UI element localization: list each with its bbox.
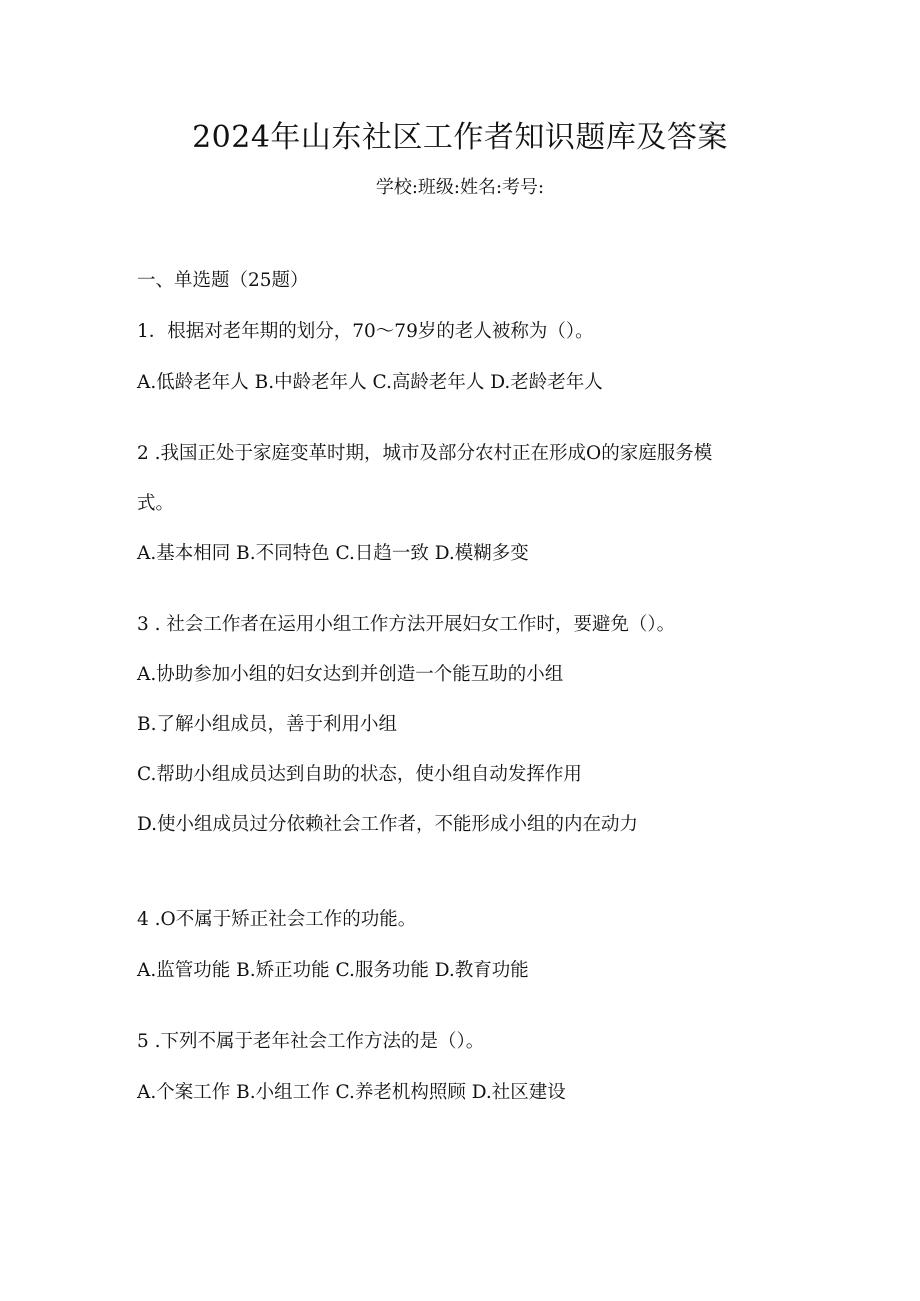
question-5-stem: 5 .下列不属于老年社会工作方法的是（）。 (137, 1031, 485, 1052)
question-4-options: A.监管功能 B.矫正功能 C.服务功能 D.教育功能 (137, 960, 529, 981)
question-1-options: A.低龄老年人 B.中龄老年人 C.高龄老年人 D.老龄老年人 (137, 372, 603, 393)
question-2-stem-continued: 式。 (137, 493, 175, 514)
question-3-option-a: A.协助参加小组的妇女达到并创造一个能互助的小组 (137, 664, 564, 685)
question-3-stem: 3 . 社会工作者在运用小组工作方法开展妇女工作时，要避免（）。 (137, 614, 676, 635)
question-2-options: A.基本相同 B.不同特色 C.日趋一致 D.模糊多变 (137, 543, 529, 564)
question-2-stem: 2 .我国正处于家庭变革时期，城市及部分农村正在形成O的家庭服务模 (137, 443, 713, 464)
section-heading: 一、单选题（25题） (137, 270, 309, 291)
question-3-option-d: D.使小组成员过分依赖社会工作者，不能形成小组的内在动力 (137, 814, 639, 835)
subtitle-text: 学校:班级:姓名:考号: (375, 177, 545, 198)
question-3-option-c: C.帮助小组成员达到自助的状态，使小组自动发挥作用 (137, 764, 582, 785)
question-5-options: A.个案工作 B.小组工作 C.养老机构照顾 D.社区建设 (137, 1082, 566, 1103)
document-title: 2024年山东社区工作者知识题库及答案 (192, 120, 728, 155)
document-subtitle (0, 173, 920, 199)
question-1-stem: 1．根据对老年期的划分，70～79岁的老人被称为（）。 (137, 321, 594, 342)
question-4-stem: 4 .O不属于矫正社会工作的功能。 (137, 909, 417, 930)
question-3-option-b: B.了解小组成员，善于利用小组 (137, 714, 397, 735)
